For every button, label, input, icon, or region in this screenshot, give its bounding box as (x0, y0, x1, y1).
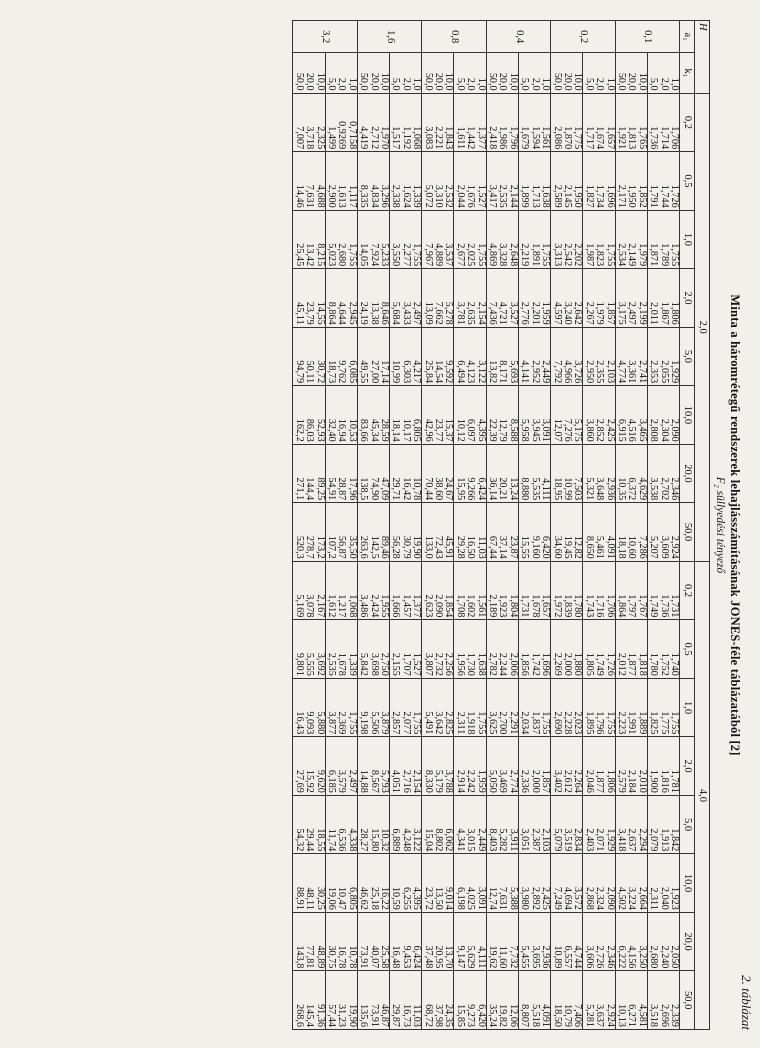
k2-column-header: 50,0 (680, 503, 695, 562)
k2-column-header: 0,2 (680, 561, 695, 620)
value-cell: 2,774 3,469 5,050 (486, 737, 518, 796)
value-cell: 30,25 48,11 88,91 (293, 854, 325, 913)
value-cell: 3,879 5,506 9,198 (357, 678, 389, 737)
value-cell: 1,955 2,424 3,486 (357, 561, 389, 620)
value-cell: 1,857 1,979 2,267 (583, 269, 615, 328)
value-cell: 13,70 20,95 37,48 (422, 912, 454, 971)
value-cell: 1,842 1,913 2,079 (647, 795, 679, 854)
table-row (583, 21, 615, 1030)
value-cell: 1,377 1,457 1,666 (390, 561, 422, 620)
value-cell: 1,979 2,149 2,534 (615, 210, 647, 269)
value-cell: 0,7158 0,9269 1,499 (325, 93, 357, 152)
value-cell: 2,103 2,387 3,051 (518, 795, 550, 854)
k2-group-header: 4,0 (695, 561, 710, 1029)
value-cell: 3,692 5,555 9,801 (293, 620, 325, 679)
value-cell: 16,22 25,18 46,62 (357, 854, 389, 913)
table-row (518, 21, 550, 1030)
value-cell: 1,561 1,602 1,708 (454, 561, 486, 620)
value-cell: 3,726 4,966 7,792 (551, 327, 583, 386)
value-cell: 1,726 1,749 1,805 (583, 620, 615, 679)
value-cell: 3,527 4,721 7,436 (486, 269, 518, 328)
value-cell: 1,806 1,867 2,011 (647, 269, 679, 328)
value-cell: 3,788 5,179 8,330 (422, 737, 454, 796)
value-cell: 1,929 2,055 2,353 (647, 327, 679, 386)
table-body (293, 21, 680, 1030)
value-cell: 1,068 1,192 1,517 (390, 93, 422, 152)
value-cell: 2,834 3,519 5,079 (551, 795, 583, 854)
value-cell: 4,395 6,255 10,59 (390, 854, 422, 913)
value-cell: 4,091 5,518 8,807 (518, 971, 550, 1030)
value-cell: 1,780 1,839 1,972 (551, 561, 583, 620)
value-cell: 1,755 2,025 2,677 (454, 210, 486, 269)
value-cell: 52,93 86,03 162,2 (293, 386, 325, 445)
value-cell: 1,657 1,678 1,731 (518, 561, 550, 620)
value-cell: 5,278 7,662 13,09 (422, 269, 454, 328)
value-cell: 9,592 14,54 25,84 (422, 327, 454, 386)
table-row (390, 21, 422, 1030)
value-cell: 1,923 2,040 2,311 (647, 854, 679, 913)
value-cell: 2,346 2,702 3,538 (647, 444, 679, 503)
value-cell: 1,638 1,713 1,899 (518, 152, 550, 211)
k2-column-header: 5,0 (680, 795, 695, 854)
value-cell: 10,78 16,42 29,71 (390, 444, 422, 503)
value-cell: 10,32 15,80 28,27 (357, 795, 389, 854)
value-cell: 48,89 77,81 143,8 (293, 912, 325, 971)
value-cell: 1,657 1,674 1,717 (583, 93, 615, 152)
value-cell: 1,950 2,145 2,589 (551, 152, 583, 211)
k2-column-header: 0,5 (680, 152, 695, 211)
value-cell: 1,852 1,950 2,171 (615, 152, 647, 211)
value-cell: 6,805 10,17 18,14 (390, 386, 422, 445)
value-cell: 2,425 2,892 3,980 (518, 854, 550, 913)
value-cell: 1,339 1,624 2,338 (390, 152, 422, 211)
value-cell: 28,59 45,34 83,66 (357, 386, 389, 445)
value-cell: 2,325 3,718 7,007 (293, 93, 325, 152)
value-cell: 11,03 16,50 29,28 (454, 503, 486, 562)
header-row-k2 (680, 21, 695, 1030)
value-cell: 6,805 10,47 19,06 (325, 854, 357, 913)
value-cell: 1,755 1,775 1,825 (647, 678, 679, 737)
value-cell: 4,629 6,372 10,35 (615, 444, 647, 503)
value-cell: 2,154 2,716 4,051 (390, 737, 422, 796)
value-cell: 1,755 2,077 2,857 (390, 678, 422, 737)
value-cell: 3,911 5,282 8,403 (486, 795, 518, 854)
value-cell: 6,420 9,273 15,85 (454, 971, 486, 1030)
value-cell: 3,537 4,889 7,967 (422, 210, 454, 269)
table-row (551, 21, 583, 1030)
value-cell: 30,72 50,11 94,79 (293, 327, 325, 386)
value-cell: 7,406 10,79 18,50 (551, 971, 583, 1030)
value-cell: 1,755 1,823 1,987 (583, 210, 615, 269)
value-cell: 5,880 9,093 16,43 (293, 678, 325, 737)
value-cell: 2,090 2,324 2,868 (583, 854, 615, 913)
value-cell: 4,111 5,535 8,880 (518, 444, 550, 503)
value-cell: 2,090 2,304 2,808 (647, 386, 679, 445)
value-cell: 2,642 3,240 4,597 (551, 269, 583, 328)
k1-cell: 10,0 20,0 50,0 (422, 53, 454, 93)
value-cell: 1,959 2,201 2,776 (518, 269, 550, 328)
table-row (486, 21, 518, 1030)
value-cell: 2,006 2,244 2,782 (486, 620, 518, 679)
k1-cell: 1,0 2,0 5,0 (390, 53, 422, 93)
value-cell: 1,755 1,837 2,034 (518, 678, 550, 737)
value-cell: 2,497 3,579 6,185 (325, 737, 357, 796)
value-cell: 1,561 1,594 1,679 (518, 93, 550, 152)
value-cell: 4,111 5,629 9,147 (454, 912, 486, 971)
value-cell: 1,755 1,891 2,219 (518, 210, 550, 269)
k1-cell: 10,0 20,0 50,0 (486, 53, 518, 93)
value-cell: 24,67 38,60 70,44 (422, 444, 454, 503)
value-cell: 3,091 4,025 6,198 (454, 854, 486, 913)
value-cell: 1,767 1,797 1,864 (615, 561, 647, 620)
value-cell: 1,959 2,242 2,914 (454, 737, 486, 796)
k2-column-header: 1,0 (680, 678, 695, 737)
value-cell: 2,050 2,240 2,680 (647, 912, 679, 971)
value-cell: 2,936 3,695 5,455 (518, 912, 550, 971)
k1-cell: 1,0 2,0 5,0 (454, 53, 486, 93)
k2-column-header: 20,0 (680, 444, 695, 503)
value-cell: 1,117 1,613 2,900 (325, 152, 357, 211)
value-cell: 12,06 19,82 35,24 (486, 971, 518, 1030)
value-cell: 1,706 1,716 1,743 (583, 561, 615, 620)
value-cell: 14,55 23,79 45,11 (293, 269, 325, 328)
value-cell: 4,688 7,631 14,46 (293, 152, 325, 211)
a1-cell: 0,2 (551, 21, 615, 53)
value-cell: 2,294 2,637 3,418 (615, 795, 647, 854)
table-subtitle: F₂ süllyedési tényező (714, 476, 726, 574)
value-cell: 17,96 28,87 54,91 (325, 444, 357, 503)
value-cell: 5,693 8,171 13,82 (486, 327, 518, 386)
value-cell: 1,765 1,813 1,921 (615, 93, 647, 152)
value-cell: 3,296 4,834 8,335 (357, 152, 389, 211)
a1-cell: 0,1 (615, 21, 679, 53)
value-cell: 2,202 2,542 3,313 (551, 210, 583, 269)
value-cell: 47,09 74,90 138,5 (357, 444, 389, 503)
k2-column-header: 20,0 (680, 912, 695, 971)
value-cell: 3,122 4,123 6,494 (454, 327, 486, 386)
value-cell: 8,215 13,42 25,45 (293, 210, 325, 269)
value-cell: 2,346 2,726 3,606 (583, 912, 615, 971)
table-row (357, 21, 389, 1030)
k2-column-header: 0,2 (680, 93, 695, 152)
value-cell: 2,256 2,732 3,807 (422, 620, 454, 679)
value-cell: 1,638 1,730 1,956 (454, 620, 486, 679)
value-cell: 7,732 11,60 19,62 (486, 912, 518, 971)
value-cell: 89,25 144,4 271,1 (293, 444, 325, 503)
value-cell: 6,085 9,762 18,73 (325, 327, 357, 386)
value-cell: 2,497 3,433 5,684 (390, 269, 422, 328)
k2-column-header: 2,0 (680, 737, 695, 796)
value-cell: 9,014 13,50 23,72 (422, 854, 454, 913)
value-cell: 2,339 2,696 3,518 (647, 971, 679, 1030)
value-cell: 3,091 3,945 5,958 (518, 386, 550, 445)
value-cell: 6,420 9,160 15,55 (518, 503, 550, 562)
header-row-h (695, 21, 710, 1030)
a1-cell: 3,2 (293, 21, 357, 53)
value-cell: 13,24 20,21 36,14 (486, 444, 518, 503)
value-cell: 1,755 2,680 5,023 (325, 210, 357, 269)
value-cell: 89,46 142,5 263,6 (357, 503, 389, 562)
value-cell: 1,731 1,736 1,749 (647, 561, 679, 620)
value-cell: 8,646 13,38 24,19 (357, 269, 389, 328)
value-cell: 1,781 1,816 1,900 (647, 737, 679, 796)
value-cell: 4,744 6,557 10,89 (551, 912, 583, 971)
value-cell: 1,755 1,789 1,871 (647, 210, 679, 269)
value-cell: 18,55 29,44 54,32 (293, 795, 325, 854)
value-cell: 2,425 2,852 3,860 (583, 386, 615, 445)
value-cell: 10,53 16,94 32,40 (325, 386, 357, 445)
k1-cell: 1,0 2,0 5,0 (518, 53, 550, 93)
value-cell: 1,755 1,918 2,311 (454, 678, 486, 737)
value-cell: 1,796 1,986 2,418 (486, 93, 518, 152)
value-cell: 2,291 2,700 3,625 (486, 678, 518, 737)
value-cell: 6,062 8,802 15,04 (422, 795, 454, 854)
value-cell: 4,091 5,461 8,650 (583, 503, 615, 562)
k1-cell: 1,0 2,0 5,0 (325, 53, 357, 93)
value-cell: 2,144 2,535 3,417 (486, 152, 518, 211)
value-cell: 19,90 30,79 56,28 (390, 503, 422, 562)
value-cell: 9,620 15,92 27,69 (293, 737, 325, 796)
table-row (422, 21, 454, 1030)
value-cell: 2,945 4,644 8,864 (325, 269, 357, 328)
value-cell: 2,648 3,328 4,869 (486, 210, 518, 269)
value-cell: 35,50 56,87 107,2 (325, 503, 357, 562)
value-cell: 2,167 3,078 5,169 (293, 561, 325, 620)
k1-cell: 10,0 20,0 50,0 (615, 53, 647, 93)
value-cell: 1,804 1,923 2,189 (486, 561, 518, 620)
value-cell: 2,825 3,642 5,491 (422, 678, 454, 737)
table-row (454, 21, 486, 1030)
value-cell: 1,755 1,796 1,895 (583, 678, 615, 737)
value-cell: 7,503 10,99 18,95 (551, 444, 583, 503)
value-cell: 173,2 278,7 520,3 (293, 503, 325, 562)
value-cell: 1,775 1,870 2,086 (551, 93, 583, 152)
table-title: Minta a háromrétegű rendszerek lehajlásszámításának JONES-féle táblázatából [2] (728, 294, 742, 756)
k1-cell: 10,0 20,0 50,0 (357, 53, 389, 93)
value-cell: 1,377 1,442 1,611 (454, 93, 486, 152)
value-cell: 2,010 2,184 2,579 (615, 737, 647, 796)
value-cell: 2,936 3,648 5,321 (583, 444, 615, 503)
k2-column-header: 2,0 (680, 269, 695, 328)
value-cell: 2,750 3,698 5,842 (357, 620, 389, 679)
a1-cell: 0,4 (486, 21, 550, 53)
h-label: H (695, 21, 710, 94)
value-cell: 2,449 2,952 4,141 (518, 327, 550, 386)
value-cell: 12,82 19,45 34,60 (551, 503, 583, 562)
table-row (325, 21, 357, 1030)
value-cell: 1,740 1,752 1,780 (647, 620, 679, 679)
value-cell: 1,706 1,714 1,736 (647, 93, 679, 152)
value-cell: 15,37 23,77 42,96 (422, 386, 454, 445)
value-cell: 2,532 3,310 5,072 (422, 152, 454, 211)
table-caption: 2. táblázat (739, 975, 754, 1030)
value-cell: 4,217 6,303 10,99 (390, 327, 422, 386)
value-cell: 91,36 145,4 268,6 (293, 971, 325, 1030)
value-cell: 24,35 37,98 68,72 (422, 971, 454, 1030)
k1-cell: 1,0 2,0 5,0 (583, 53, 615, 93)
value-cell: 45,91 72,43 133,0 (422, 503, 454, 562)
value-cell: 2,924 3,637 5,281 (583, 971, 615, 1030)
value-cell: 1,726 1,744 1,791 (647, 152, 679, 211)
value-cell: 7,286 10,60 18,18 (615, 503, 647, 562)
k2-column-header: 10,0 (680, 854, 695, 913)
value-cell: 2,154 2,635 3,781 (454, 269, 486, 328)
deflection-factor-table (292, 20, 710, 1030)
k1-label: k₁ (680, 53, 695, 93)
value-cell: 1,806 1,877 2,046 (583, 737, 615, 796)
value-cell: 10,78 16,78 30,75 (325, 912, 357, 971)
value-cell: 1,854 2,090 2,623 (422, 561, 454, 620)
table-row (615, 21, 647, 1030)
value-cell: 3,465 4,516 6,915 (615, 386, 647, 445)
value-cell: 1,696 1,734 1,827 (583, 152, 615, 211)
value-cell: 2,103 2,355 2,950 (583, 327, 615, 386)
value-cell: 4,395 6,097 10,12 (454, 386, 486, 445)
value-cell: 6,424 9,266 15,95 (454, 444, 486, 503)
k1-cell: 10,0 20,0 50,0 (551, 53, 583, 93)
value-cell: 1,843 2,221 3,083 (422, 93, 454, 152)
value-cell: 8,588 12,79 22,39 (486, 386, 518, 445)
value-cell: 1,068 1,217 1,612 (325, 561, 357, 620)
value-cell: 19,90 31,23 57,44 (325, 971, 357, 1030)
value-cell: 1,755 2,277 3,550 (390, 210, 422, 269)
value-cell: 2,664 3,224 4,502 (615, 854, 647, 913)
value-cell: 1,696 1,742 1,856 (518, 620, 550, 679)
value-cell: 3,122 4,248 6,889 (390, 795, 422, 854)
value-cell: 4,338 6,536 11,74 (325, 795, 357, 854)
value-cell: 1,527 1,676 2,044 (454, 152, 486, 211)
k2-column-header: 10,0 (680, 386, 695, 445)
k2-group-header: 2,0 (695, 93, 710, 561)
value-cell: 1,880 2,000 2,269 (551, 620, 583, 679)
k2-column-header: 1,0 (680, 210, 695, 269)
value-cell: 5,388 7,631 12,74 (486, 854, 518, 913)
value-cell: 2,741 3,361 4,774 (615, 327, 647, 386)
k2-column-header: 5,0 (680, 327, 695, 386)
value-cell: 11,03 16,73 29,87 (390, 971, 422, 1030)
value-cell: 5,175 7,276 12,07 (551, 386, 583, 445)
value-cell: 2,924 3,609 5,207 (647, 503, 679, 562)
a1-cell: 0,8 (422, 21, 486, 53)
value-cell: 46,87 73,91 135,6 (357, 971, 389, 1030)
value-cell: 17,14 27,00 49,55 (357, 327, 389, 386)
value-cell: 1,339 1,678 2,535 (325, 620, 357, 679)
value-cell: 5,793 8,567 14,88 (357, 737, 389, 796)
a1-label: a₁ (680, 21, 695, 53)
value-cell: 1,929 2,071 2,403 (583, 795, 615, 854)
k1-cell: 1,0 2,0 5,0 (647, 53, 679, 93)
value-cell: 1,527 1,707 2,155 (390, 620, 422, 679)
value-cell: 2,023 2,228 2,690 (551, 678, 583, 737)
value-cell: 1,818 1,877 2,012 (615, 620, 647, 679)
value-cell: 3,572 4,694 7,249 (551, 854, 583, 913)
k2-column-header: 50,0 (680, 971, 695, 1030)
value-cell: 2,264 2,612 3,402 (551, 737, 583, 796)
value-cell: 3,250 4,156 6,222 (615, 912, 647, 971)
value-cell: 1,755 2,369 3,877 (325, 678, 357, 737)
table-row (647, 21, 679, 1030)
value-cell: 5,233 7,924 14,05 (357, 210, 389, 269)
value-cell: 1,889 1,991 2,223 (615, 678, 647, 737)
k2-column-header: 0,5 (680, 620, 695, 679)
value-cell: 4,581 6,271 10,13 (615, 971, 647, 1030)
value-cell: 6,424 9,453 16,48 (390, 912, 422, 971)
value-cell: 1,857 2,000 2,336 (518, 737, 550, 796)
value-cell: 23,87 37,14 67,44 (486, 503, 518, 562)
value-cell: 2,449 3,015 4,341 (454, 795, 486, 854)
value-cell: 2,199 2,497 3,175 (615, 269, 647, 328)
table-row (293, 21, 325, 1030)
a1-cell: 1,6 (357, 21, 421, 53)
value-cell: 1,970 2,712 4,419 (357, 93, 389, 152)
value-cell: 25,58 40,07 73,91 (357, 912, 389, 971)
k1-cell: 10,0 20,0 50,0 (293, 53, 325, 93)
